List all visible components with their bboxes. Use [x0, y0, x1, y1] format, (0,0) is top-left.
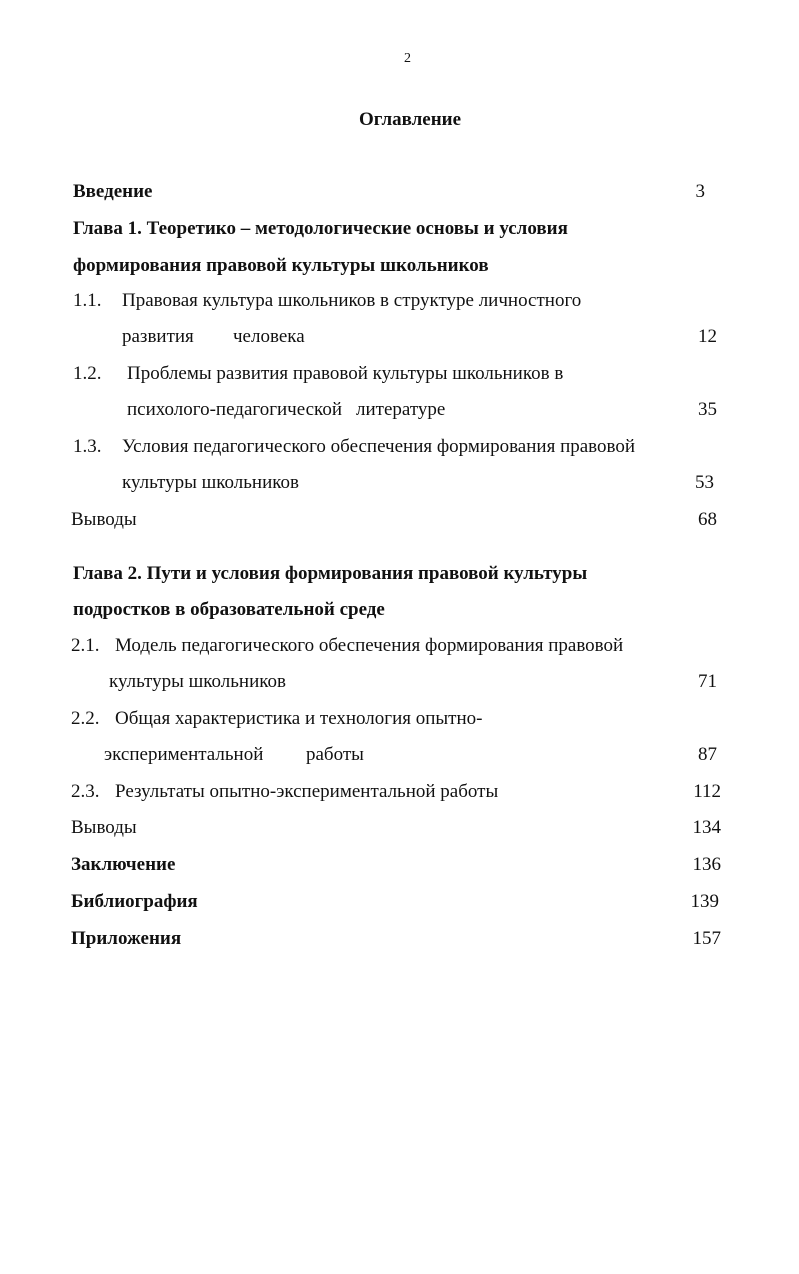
section-1-3-line2: культуры школьников [122, 472, 299, 493]
section-2-1-line2: культуры школьников [109, 671, 286, 692]
toc-intro-label: Введение [73, 181, 153, 202]
section-1-3-number: 1.3. [73, 436, 102, 457]
section-2-1-page: 71 [698, 671, 717, 692]
toc-conclusion-label: Заключение [71, 854, 176, 875]
chapter1-conclusions-page: 68 [698, 509, 717, 530]
section-2-3-page: 112 [693, 781, 721, 802]
chapter2-conclusions-page: 134 [692, 817, 721, 838]
chapter2-conclusions-label: Выводы [71, 817, 137, 838]
section-1-1-number: 1.1. [73, 290, 102, 311]
toc-appendices-label: Приложения [71, 928, 182, 949]
section-2-1-number: 2.1. [71, 635, 100, 656]
toc-bibliography-label: Библиография [71, 891, 198, 912]
page-number: 2 [404, 51, 411, 66]
chapter2-title-line1: Глава 2. Пути и условия формирования правовой культуры [73, 563, 588, 584]
chapter2-title-line2: подростков в образовательной среде [73, 599, 385, 620]
toc-bibliography-page: 139 [690, 891, 719, 912]
chapter1-title-line1: Глава 1. Теоретико – методологические основы и условия [73, 218, 568, 239]
section-2-1-line1: Модель педагогического обеспечения формирования правовой [115, 635, 624, 656]
section-1-1-line2a: развития [122, 326, 194, 347]
chapter1-conclusions-label: Выводы [71, 509, 137, 530]
section-1-2-page: 35 [698, 399, 717, 420]
section-1-3-line1: Условия педагогического обеспечения формирования правовой [122, 436, 636, 457]
section-2-2-page: 87 [698, 744, 717, 765]
toc-conclusion-page: 136 [692, 854, 721, 875]
section-2-2-line1: Общая характеристика и технология опытно- [115, 708, 483, 729]
section-2-2-line2a: экспериментальной [104, 744, 264, 765]
section-1-1-line2b: человека [233, 326, 305, 347]
section-2-3-number: 2.3. [71, 781, 100, 802]
toc-intro-page: 3 [695, 181, 705, 202]
page-title: Оглавление [359, 109, 462, 130]
chapter1-title-line2: формирования правовой культуры школьников [73, 255, 489, 276]
toc-appendices-page: 157 [692, 928, 721, 949]
section-2-2-number: 2.2. [71, 708, 100, 729]
section-1-2-line2a: психолого-педагогической [127, 399, 342, 420]
section-2-2-line2b: работы [306, 744, 364, 765]
section-1-1-line1: Правовая культура школьников в структуре личностного [122, 290, 582, 311]
section-2-3-line1: Результаты опытно-экспериментальной работы [115, 781, 499, 802]
section-1-1-page: 12 [698, 326, 717, 347]
section-1-2-line1: Проблемы развития правовой культуры школьников в [127, 363, 564, 384]
section-1-2-line2b: литературе [356, 399, 446, 420]
section-1-2-number: 1.2. [73, 363, 102, 384]
section-1-3-page: 53 [695, 472, 714, 493]
